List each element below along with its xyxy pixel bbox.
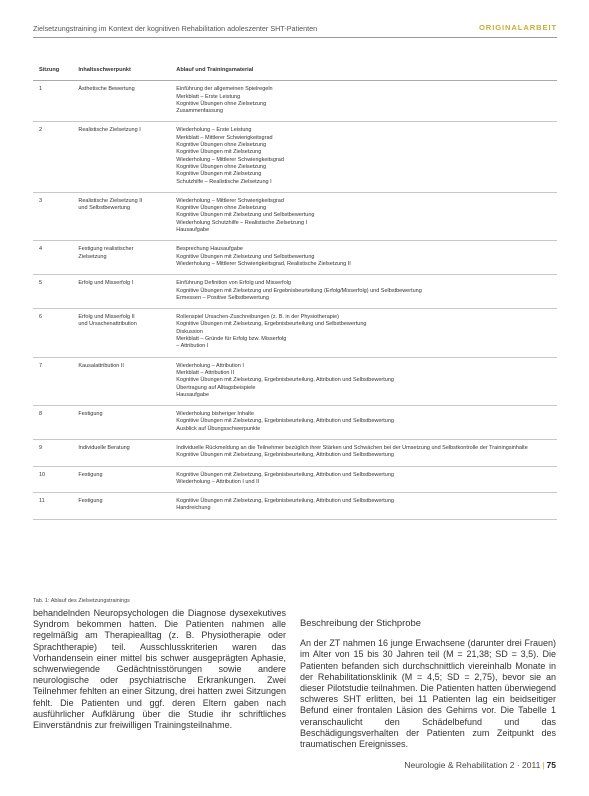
session-number: 1 xyxy=(33,81,78,122)
procedure-line: Ausblick auf Übungsschwerpunkte xyxy=(176,425,261,432)
procedure-line: Wiederholung – Mittlerer Schwierigkeitsgrad, Realistische Zielsetzung II xyxy=(176,260,351,267)
procedure-line: – Attribution I xyxy=(176,343,209,350)
procedure-line: Rollenspiel Ursachen-Zuschreibungen (z. B. in der Physiotherapie) xyxy=(176,314,339,321)
table-body xyxy=(33,81,557,519)
table-row xyxy=(33,309,557,357)
focus-line: Erfolg und Misserfolg I xyxy=(78,280,134,287)
body-column-right xyxy=(300,608,556,750)
procedure-line: Merkblatt – Erste Leistung xyxy=(176,93,241,100)
session-procedure xyxy=(176,439,557,466)
session-number: 4 xyxy=(33,241,78,275)
procedure-line: Wiederholung – Mittlerer Schwierigkeitsgrad xyxy=(176,156,284,163)
session-focus xyxy=(78,122,176,192)
session-procedure xyxy=(176,357,557,405)
session-focus xyxy=(78,493,176,520)
procedure-line: Kognitive Übungen mit Zielsetzung und Selbstbewertung xyxy=(176,253,315,260)
running-title: Zielsetzungstraining im Kontext der kognitiven Rehabilitation adoleszenter SHT-Patienten xyxy=(33,24,318,33)
focus-line: Festigung xyxy=(78,498,103,505)
session-procedure xyxy=(176,466,557,493)
session-table xyxy=(33,64,557,520)
footer-separator: | xyxy=(542,760,545,770)
procedure-line: Individuelle Rückmeldung an die Teilnehmer bezüglich ihrer Stärken und Schwächen bei der Umsetzung und Selbstkontrolle der Trainingsinhalte xyxy=(176,444,528,451)
procedure-line: Einführung Definition von Erfolg und Misserfolg xyxy=(176,280,291,287)
session-focus xyxy=(78,192,176,240)
running-header xyxy=(33,22,557,36)
col-header-procedure: Ablauf und Trainingsmaterial xyxy=(176,64,557,81)
procedure-line: Kognitive Übungen mit Zielsetzung und Ergebnisbeurteilung (Erfolg/Misserfolg) und Selbstbewertung xyxy=(176,287,422,294)
session-number: 10 xyxy=(33,466,78,493)
focus-line: Kausalattribution II xyxy=(78,362,124,369)
session-number: 7 xyxy=(33,357,78,405)
body-paragraph: behandelnden Neuropsychologen die Diagnose dysexekutives Syndrom bekommen hatten. Die Patienten nahmen alle regelmäßig am Therapiealltag (z. B. Physiotherapie oder Sprachtherapie) teil. Ausschlusskriterien waren das Vorhandensein einer mittel bis schwer ausgeprägten Aphasie, schwerwiegende Gedächtnisstörungen sowie andere neurologische oder psychiatrische Erkrankungen. Zwei Teilnehmer fehlten an einer Sitzung, drei hatten zwei Sitzungen fehlt. Die Patienten und ggf. deren Eltern gaben nach ausführlicher Aufklärung über die Studie ihr schriftliches Einverständnis zur freiwilligen Trainingsteilnahme. xyxy=(33,608,286,731)
session-number: 6 xyxy=(33,309,78,357)
focus-line: Festigung xyxy=(78,411,103,418)
page-number: 75 xyxy=(546,760,556,770)
session-focus xyxy=(78,241,176,275)
procedure-line: Kognitive Übungen ohne Zielsetzung xyxy=(176,100,267,107)
session-focus xyxy=(78,81,176,122)
focus-line: Ästhetische Bewertung xyxy=(78,86,135,93)
focus-line: und Selbstbewertung xyxy=(78,205,131,212)
session-number: 9 xyxy=(33,439,78,466)
table-row xyxy=(33,357,557,405)
procedure-line: Merkblatt – Mittlerer Schwierigkeitsgrad xyxy=(176,134,273,141)
session-number: 8 xyxy=(33,406,78,440)
procedure-line: Besprechung Hausaufgabe xyxy=(176,246,243,253)
session-procedure xyxy=(176,241,557,275)
procedure-line: Wiederholung – Attribution I und II xyxy=(176,478,260,485)
table-header-row xyxy=(33,64,557,81)
session-procedure xyxy=(176,406,557,440)
procedure-line: Kognitive Übungen mit Zielsetzung, Ergebnisbeurteilung, Attribution und Selbstbewertung xyxy=(176,418,394,425)
procedure-line: Kognitive Übungen mit Zielsetzung und Selbstbewertung xyxy=(176,212,315,219)
procedure-line: Zusammenfassung xyxy=(176,108,224,115)
session-procedure xyxy=(176,493,557,520)
procedure-line: Ermessen – Positive Selbstbewertung xyxy=(176,294,269,301)
procedure-line: Kognitive Übungen ohne Zielsetzung xyxy=(176,163,267,170)
table-row xyxy=(33,122,557,192)
procedure-line: Kognitive Übungen mit Zielsetzung xyxy=(176,149,262,156)
procedure-line: Handreichung xyxy=(176,505,211,512)
procedure-line: Wiederholung – Erste Leistung xyxy=(176,127,252,134)
procedure-line: Merkblatt – Gründe für Erfolg bzw. Misserfolg xyxy=(176,336,287,343)
table-caption: Tab. 1: Ablauf des Zielsetzungstrainings xyxy=(33,598,130,604)
session-focus xyxy=(78,357,176,405)
session-number: 11 xyxy=(33,493,78,520)
procedure-line: Einführung der allgemeinen Spielregeln xyxy=(176,86,273,93)
procedure-line: Wiederholung – Mittlerer Schwierigkeitsgrad xyxy=(176,197,284,204)
procedure-line: Wiederholung Schutzhilfe – Realistische Zielsetzung I xyxy=(176,219,308,226)
procedure-line: Hausaufgabe xyxy=(176,391,210,398)
table-row xyxy=(33,466,557,493)
section-heading: Beschreibung der Stichprobe xyxy=(300,617,421,628)
body-paragraph: An der ZT nahmen 16 junge Erwachsene (darunter drei Frauen) im Alter von 15 bis 30 Jahren teil (M = 21,38; SD = 3,5). Die Patienten befanden sich durchschnittlich viereinhalb Monate in der Rehabilitationsklinik (M = 4,5; SD = 2,75), bevor sie an dieser Pilotstudie teilnahmen. Die Patienten hatten überwiegend schweres SHT erlitten, bei 11 Patienten lag ein beidseitiger Befund einer frontalen Läsion des Gehirns vor. Die Tabelle 1 veranschaulicht den Schädelbefund und das Beschädigungsverhalten der Patienten zum Zeitpunkt des traumatischen Ereignisses. xyxy=(300,638,556,750)
focus-line: und Ursachenattribution xyxy=(78,321,137,328)
procedure-line: Kognitive Übungen mit Zielsetzung, Ergebnisbeurteilung, Attribution und Selbstbewertung xyxy=(176,452,394,459)
session-focus xyxy=(78,309,176,357)
table-row xyxy=(33,192,557,240)
col-header-focus: Inhaltsschwerpunkt xyxy=(78,64,176,81)
session-procedure xyxy=(176,309,557,357)
focus-line: Individuelle Beratung xyxy=(78,444,130,451)
session-number: 2 xyxy=(33,122,78,192)
focus-line: Realistische Zielsetzung I xyxy=(78,127,141,134)
procedure-line: Diskussion xyxy=(176,328,203,335)
procedure-line: Kognitive Übungen mit Zielsetzung, Ergebnisbeurteilung, Attribution und Selbstbewertung xyxy=(176,498,394,505)
session-number: 3 xyxy=(33,192,78,240)
session-procedure xyxy=(176,81,557,122)
procedure-line: Hausaufgabe xyxy=(176,227,210,234)
session-focus xyxy=(78,439,176,466)
table-row xyxy=(33,81,557,122)
procedure-line: Wiederholung – Attribution I xyxy=(176,362,244,369)
header-rule xyxy=(33,37,557,38)
procedure-line: Kognitive Übungen mit Zielsetzung, Ergebnisbeurteilung, Attribution und Selbstbewertung xyxy=(176,377,394,384)
session-procedure xyxy=(176,192,557,240)
session-focus xyxy=(78,466,176,493)
focus-line: Festigung xyxy=(78,471,103,478)
body-column-left xyxy=(33,608,286,731)
table-row xyxy=(33,493,557,520)
procedure-line: Kognitive Übungen ohne Zielsetzung xyxy=(176,205,267,212)
table-row xyxy=(33,406,557,440)
procedure-line: Merkblatt – Attribution II xyxy=(176,369,235,376)
session-procedure xyxy=(176,122,557,192)
session-focus xyxy=(78,275,176,309)
session-focus xyxy=(78,406,176,440)
procedure-line: Kognitive Übungen mit Zielsetzung xyxy=(176,171,262,178)
table-row xyxy=(33,275,557,309)
focus-line: Erfolg und Misserfolg II xyxy=(78,314,135,321)
procedure-line: Kognitive Übungen mit Zielsetzung, Ergebnisbeurteilung, Attribution und Selbstbewertung xyxy=(176,471,394,478)
section-label: ORIGINALARBEIT xyxy=(479,23,557,32)
focus-line: Realistische Zielsetzung II xyxy=(78,197,143,204)
table-row xyxy=(33,241,557,275)
procedure-line: Kognitive Übungen ohne Zielsetzung xyxy=(176,142,267,149)
procedure-line: Übertragung auf Alltagsbeispiele xyxy=(176,384,256,391)
procedure-line: Schutzhilfe – Realistische Zielsetzung I xyxy=(176,178,272,185)
journal-issue: Neurologie & Rehabilitation 2 · 2011 xyxy=(404,760,541,770)
table-row xyxy=(33,439,557,466)
procedure-line: Wiederholung bisheriger Inhalte xyxy=(176,411,254,418)
session-procedure xyxy=(176,275,557,309)
session-number: 5 xyxy=(33,275,78,309)
page-footer xyxy=(404,760,556,770)
focus-line: Zielsetzung xyxy=(78,253,107,260)
procedure-line: Kognitive Übungen mit Zielsetzung, Ergebnisbeurteilung und Selbstbewertung xyxy=(176,321,367,328)
col-header-session: Sitzung xyxy=(33,64,78,81)
focus-line: Festigung realistischer xyxy=(78,246,134,253)
